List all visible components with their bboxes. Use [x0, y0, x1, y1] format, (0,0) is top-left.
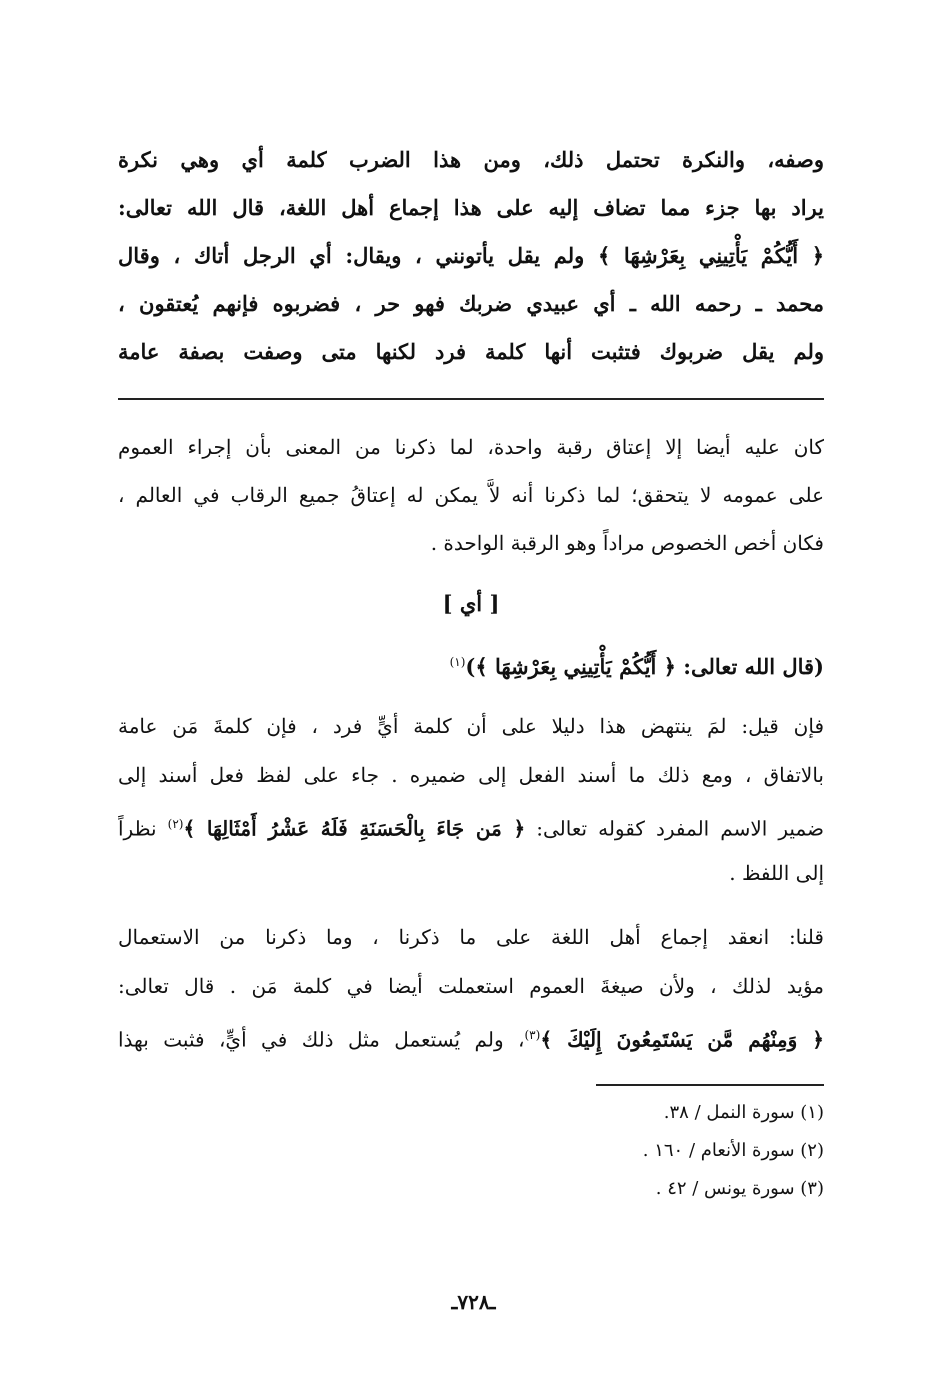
answer-paragraph — [118, 913, 824, 1060]
line-text: ضمير الاسم المفرد كقوله تعالى: — [525, 816, 824, 841]
footnote-ref: (١) — [449, 655, 466, 669]
verse-heading — [118, 640, 824, 689]
explanation-paragraph — [118, 423, 824, 567]
line-text: نظراً — [118, 816, 168, 841]
paragraph-line: على عمومه لا يتحقق؛ لما ذكرنا أنه لاَّ يمكن له إعتاقُ جميع الرقاب في العالم ، — [118, 483, 824, 507]
commentary-line: يراد بها جزء مما تضاف إليه على هذا إجماع أهل اللغة، قال الله تعالى: — [118, 195, 824, 220]
paragraph-line — [118, 1011, 824, 1060]
paragraph-line: إلى اللفظ . — [729, 861, 824, 885]
paragraph-line: مؤيد لذلك ، ولأن صيغةَ العموم استعملت أيضا في كلمة مَن . قال تعالى: — [118, 974, 824, 998]
commentary-block — [118, 136, 824, 376]
commentary-line: ﴿ أَيُّكُمْ يَأْتِينِي بِعَرْشِهَا ﴾ ولم يقل يأتونني ، ويقال: أي الرجل أتاك ، وقال — [118, 243, 824, 268]
question-paragraph — [118, 702, 824, 898]
commentary-line: محمد ـ رحمه الله ـ أي عبيدي ضربك فهو حر ، فضربوه فإنهم يُعتقون ، — [118, 291, 824, 316]
footnote: (٢) سورة الأنعام / ١٦٠ . — [642, 1140, 824, 1161]
footnotes — [400, 1094, 824, 1208]
separator-rule — [118, 398, 824, 400]
footnote: (١) سورة النمل / ٣٨. — [663, 1102, 824, 1123]
paragraph-line: بالاتفاق ، ومع ذلك ما أسند الفعل إلى ضميره . جاء على لفظ فعل أسند إلى — [118, 763, 824, 787]
page-number: ـ٧٢٨ـ — [451, 1290, 496, 1314]
footnote-rule — [596, 1084, 824, 1086]
section-heading: [ أي ] — [442, 591, 500, 616]
verse-suffix: ) — [465, 654, 476, 679]
paragraph-line — [118, 800, 824, 849]
quran-quote: ﴿ وَمِنْهُم مَّن يَسْتَمِعُونَ إِلَيْكَ ﴾ — [540, 1027, 824, 1052]
paragraph-line: فإن قيل: لمَ ينتهض هذا دليلا على أن كلمة أيٍّ فرد ، فإن كلمةَ مَن عامة — [118, 714, 824, 738]
line-text: ، ولم يُستعمل مثل ذلك في أيٍّ، فثبت بهذا — [118, 1027, 525, 1052]
paragraph-line: قلنا: انعقد إجماع أهل اللغة على ما ذكرنا ، وما ذكرنا من الاستعمال — [118, 925, 824, 949]
footnote-ref: (٢) — [167, 817, 184, 831]
footnote: (٣) سورة يونس / ٤٢ . — [655, 1178, 824, 1199]
quran-quote: ﴿ مَن جَاءَ بِالْحَسَنَةِ فَلَهُ عَشْرُ أَمْثَالِهَا ﴾ — [183, 816, 526, 841]
paragraph-line: كان عليه أيضا إلا إعتاق رقبة واحدة، لما ذكرنا من المعنى بأن إجراء العموم — [118, 435, 824, 459]
commentary-line: ولم يقل ضربوك فتثبت أنها كلمة فرد لكنها متى وصفت بصفة عامة — [118, 339, 824, 364]
paragraph-line: فكان أخص الخصوص مراداً وهو الرقبة الواحدة . — [430, 531, 824, 555]
verse-quote: ﴿ أَيُّكُمْ يَأْتِينِي بِعَرْشِهَا ﴾ — [475, 654, 676, 679]
commentary-line: وصفه، والنكرة تحتمل ذلك، ومن هذا الضرب كلمة أي وهي نكرة — [118, 147, 824, 172]
verse-prefix: (قال الله تعالى: — [675, 654, 824, 679]
footnote-ref: (٣) — [524, 1028, 541, 1042]
